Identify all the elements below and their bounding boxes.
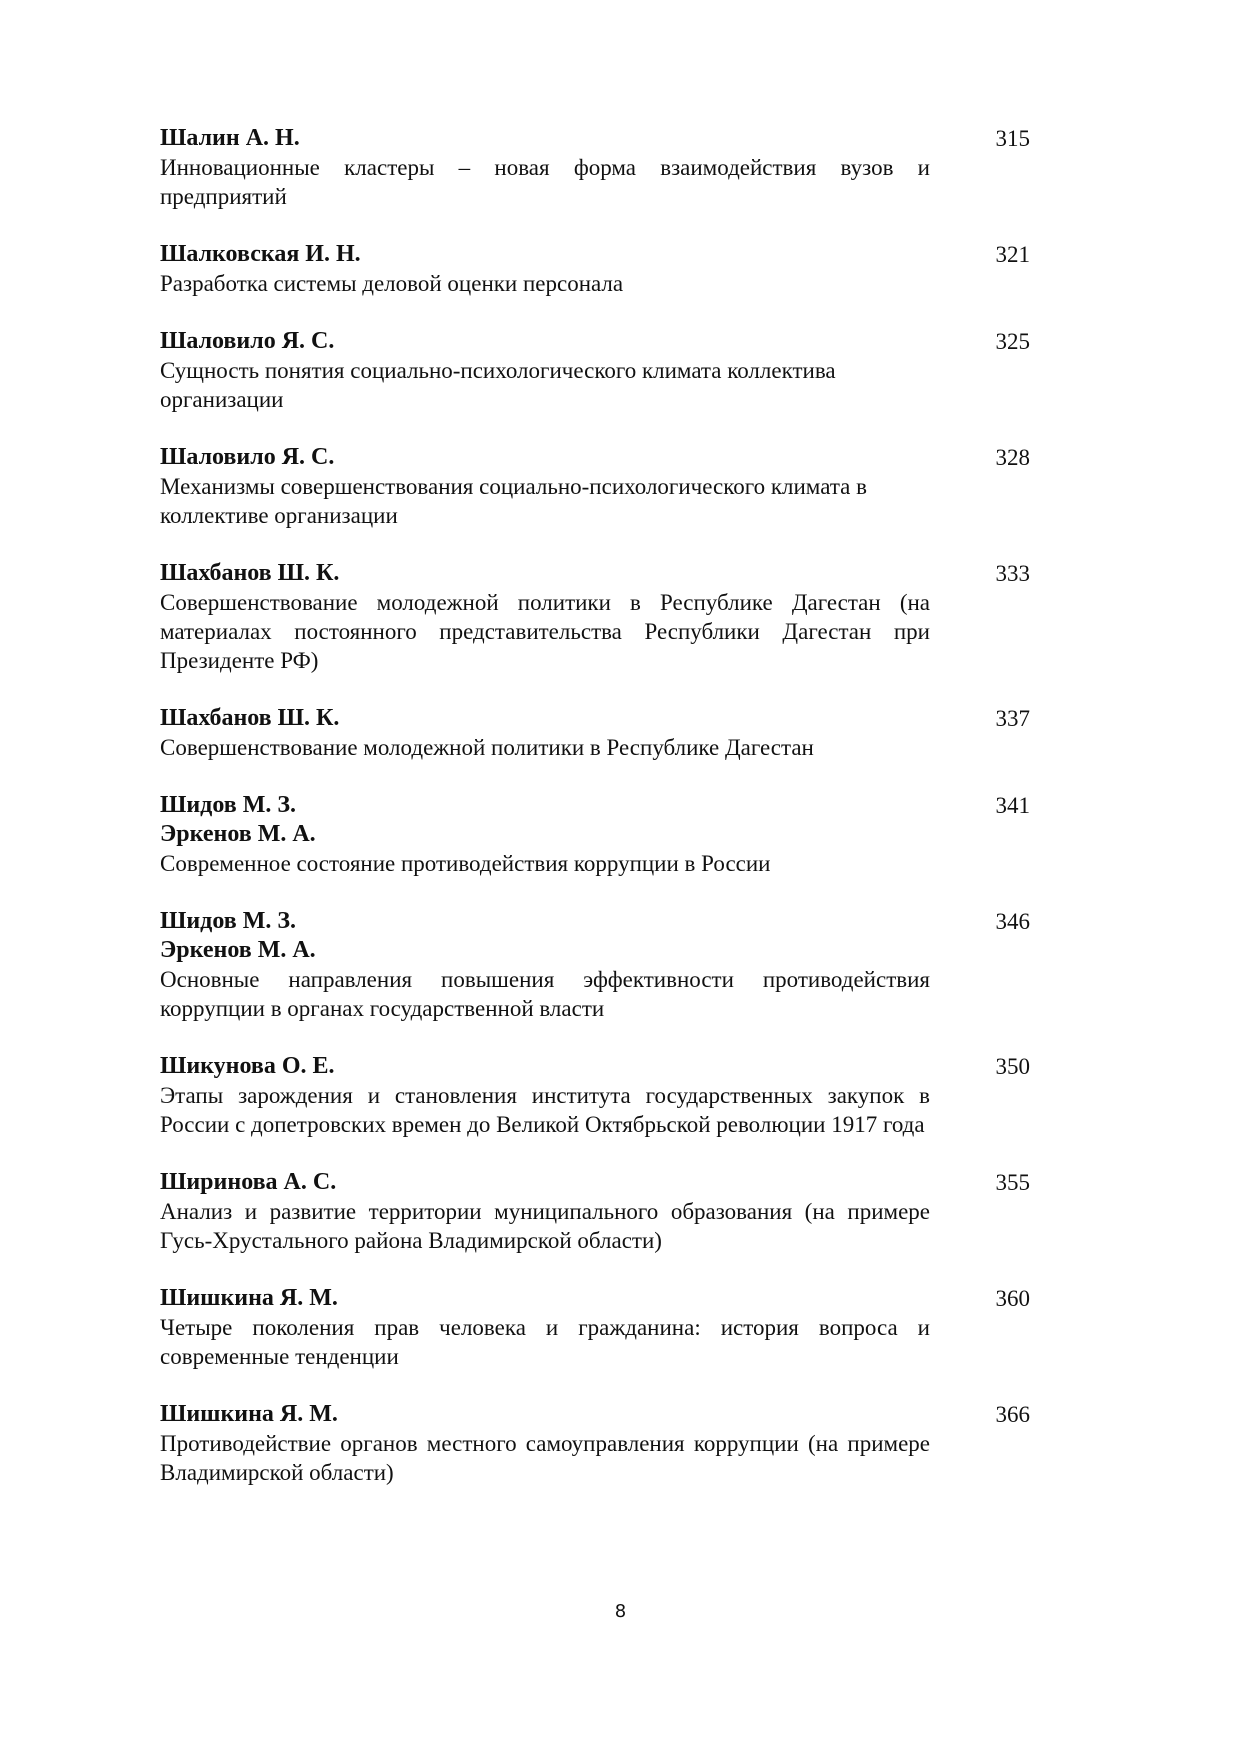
entry-author: Шахбанов Ш. К. — [160, 705, 340, 731]
entry-page-number: 333 — [995, 561, 1030, 586]
toc-entry — [160, 907, 1030, 1023]
entry-author: Эркенов М. А. — [160, 937, 316, 963]
entry-author: Шишкина Я. М. — [160, 1285, 338, 1311]
entry-title: Инновационные кластеры – новая форма взаимодействия вузов и предприятий — [160, 155, 930, 209]
toc-entry — [160, 791, 1030, 878]
entry-author: Шалковская И. Н. — [160, 241, 361, 267]
toc-entry — [160, 559, 1030, 675]
toc-entry — [160, 240, 1030, 298]
entry-author: Эркенов М. А. — [160, 821, 316, 847]
entry-author: Ширинова А. С. — [160, 1169, 337, 1195]
entry-page-number: 341 — [995, 793, 1030, 818]
entry-title: Анализ и развитие территории муниципального образования (на примере Гусь-Хрустального района Владимирской области) — [160, 1199, 930, 1253]
entry-page-number: 360 — [995, 1286, 1030, 1311]
entry-author: Шидов М. З. — [160, 908, 297, 934]
entry-page-number: 350 — [995, 1054, 1030, 1079]
entry-title: Разработка системы деловой оценки персонала — [160, 271, 624, 296]
entry-author: Шаловило Я. С. — [160, 444, 335, 470]
entry-title: Совершенствование молодежной политики в Республике Дагестан — [160, 735, 814, 760]
toc-entry — [160, 443, 1030, 530]
toc-entry — [160, 327, 1030, 414]
toc-entry — [160, 1168, 1030, 1255]
entry-title: Механизмы совершенствования социально-психологического климата в коллективе организации — [160, 474, 867, 528]
toc-entry — [160, 1284, 1030, 1371]
entry-title: Четыре поколения прав человека и гражданина: история вопроса и современные тенденции — [160, 1315, 930, 1369]
entry-page-number: 337 — [995, 706, 1030, 731]
entry-title: Современное состояние противодействия коррупции в России — [160, 851, 771, 876]
entry-author: Шаловило Я. С. — [160, 328, 335, 354]
entry-title: Совершенствование молодежной политики в Республике Дагестан (на материалах постоянного представительства Республики Дагестан при Президенте РФ) — [160, 590, 930, 673]
entry-page-number: 325 — [995, 329, 1030, 354]
page-number: 8 — [614, 1601, 627, 1622]
entry-title: Сущность понятия социально-психологического климата коллектива организации — [160, 358, 836, 412]
entry-author: Шидов М. З. — [160, 792, 297, 818]
toc-entry — [160, 1052, 1030, 1139]
entry-page-number: 346 — [995, 909, 1030, 934]
entry-page-number: 366 — [995, 1402, 1030, 1427]
entry-author: Шахбанов Ш. К. — [160, 560, 340, 586]
toc-entry — [160, 1400, 1030, 1487]
entry-author: Шишкина Я. М. — [160, 1401, 338, 1427]
entry-title: Противодействие органов местного самоуправления коррупции (на примере Владимирской области) — [160, 1431, 930, 1485]
table-of-contents — [160, 124, 1030, 1487]
entry-title: Этапы зарождения и становления института государственных закупок в России с допетровских времен до Великой Октябрьской революции 1917 года — [160, 1083, 930, 1137]
entry-page-number: 328 — [995, 445, 1030, 470]
entry-page-number: 321 — [995, 242, 1030, 267]
entry-title: Основные направления повышения эффективности противодействия коррупции в органах государственной власти — [160, 967, 930, 1021]
toc-entry — [160, 704, 1030, 762]
entry-page-number: 315 — [995, 126, 1030, 151]
entry-page-number: 355 — [995, 1170, 1030, 1195]
toc-entry — [160, 124, 1030, 211]
entry-author: Шалин А. Н. — [160, 125, 300, 151]
entry-author: Шикунова О. Е. — [160, 1053, 335, 1079]
